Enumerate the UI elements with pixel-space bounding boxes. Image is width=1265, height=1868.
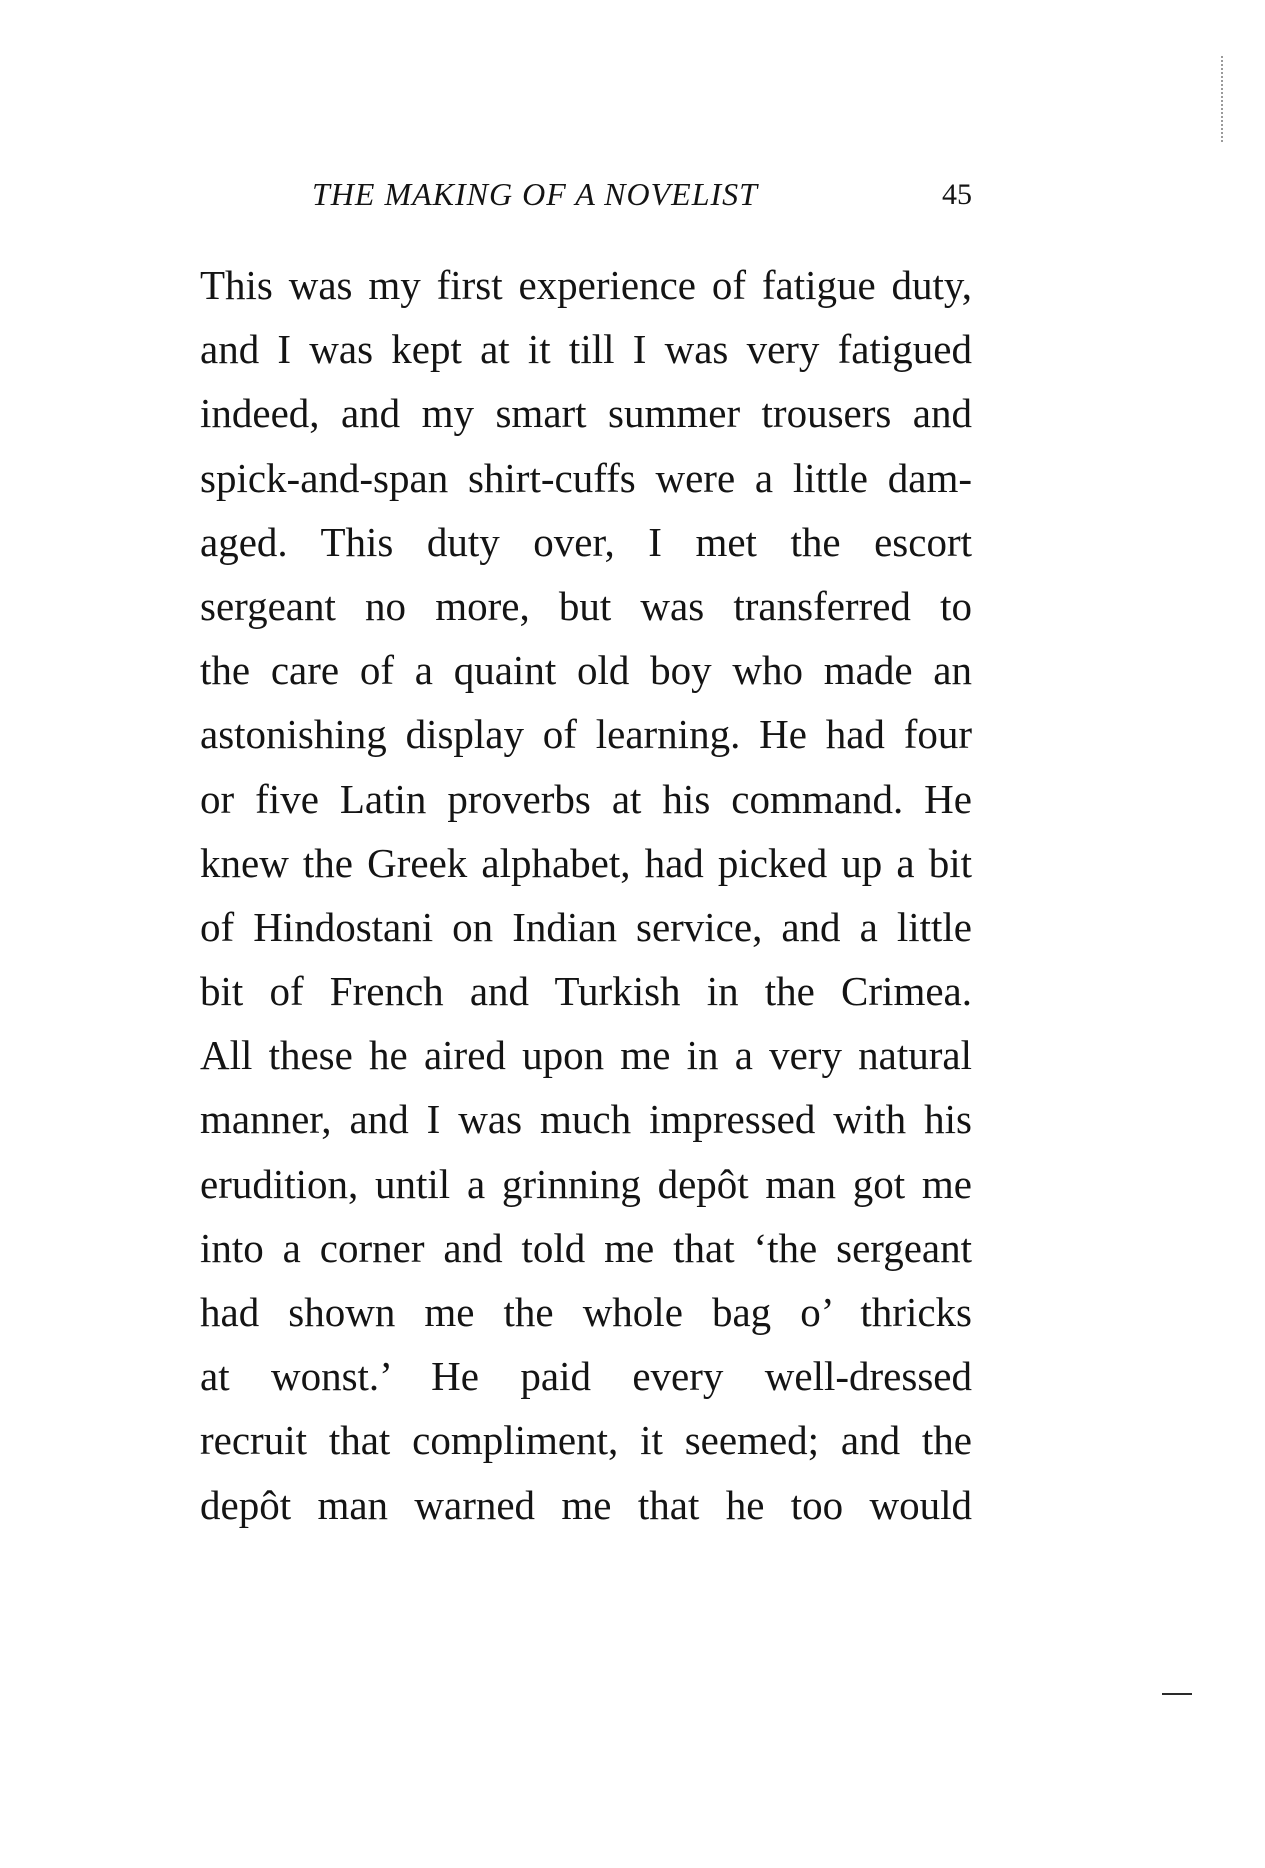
page-edge-dash	[1162, 1693, 1192, 1695]
text-line: This was my first experience of fatigue duty,	[200, 262, 972, 308]
text-line: and I was kept at it till I was very fatigued	[200, 326, 972, 373]
text-line: All these he aired upon me in a very natural	[200, 1032, 972, 1079]
text-line: into a corner and told me that ‘the sergeant	[200, 1224, 972, 1271]
body-text	[200, 253, 972, 1537]
text-line: had shown me the whole bag o’ thricks	[200, 1289, 972, 1335]
running-title: THE MAKING OF A NOVELIST	[312, 176, 758, 212]
text-line: depôt man warned me that he too would	[200, 1481, 972, 1528]
page-edge-marks	[1221, 56, 1226, 142]
text-line: the care of a quaint old boy who made an	[200, 647, 972, 694]
text-line: indeed, and my smart summer trousers and	[200, 390, 972, 437]
text-line: aged. This duty over, I met the escort	[200, 518, 972, 565]
text-line: spick-and-span shirt-cuffs were a little dam-	[200, 454, 972, 501]
text-line: recruit that compliment, it seemed; and the	[200, 1417, 972, 1464]
text-line: erudition, until a grinning depôt man got me	[200, 1160, 972, 1207]
text-line: manner, and I was much impressed with his	[200, 1096, 972, 1143]
running-head	[312, 176, 972, 216]
text-line: bit of French and Turkish in the Crimea.	[200, 968, 972, 1015]
text-line: or five Latin proverbs at his command. He	[200, 775, 972, 822]
text-line: sergeant no more, but was transferred to	[200, 582, 972, 629]
text-line: at wonst.’ He paid every well-dressed	[200, 1353, 972, 1400]
text-line: of Hindostani on Indian service, and a little	[200, 903, 972, 950]
text-line: knew the Greek alphabet, had picked up a bit	[200, 839, 972, 886]
page-number: 45	[942, 178, 972, 211]
text-line: astonishing display of learning. He had four	[200, 711, 972, 758]
